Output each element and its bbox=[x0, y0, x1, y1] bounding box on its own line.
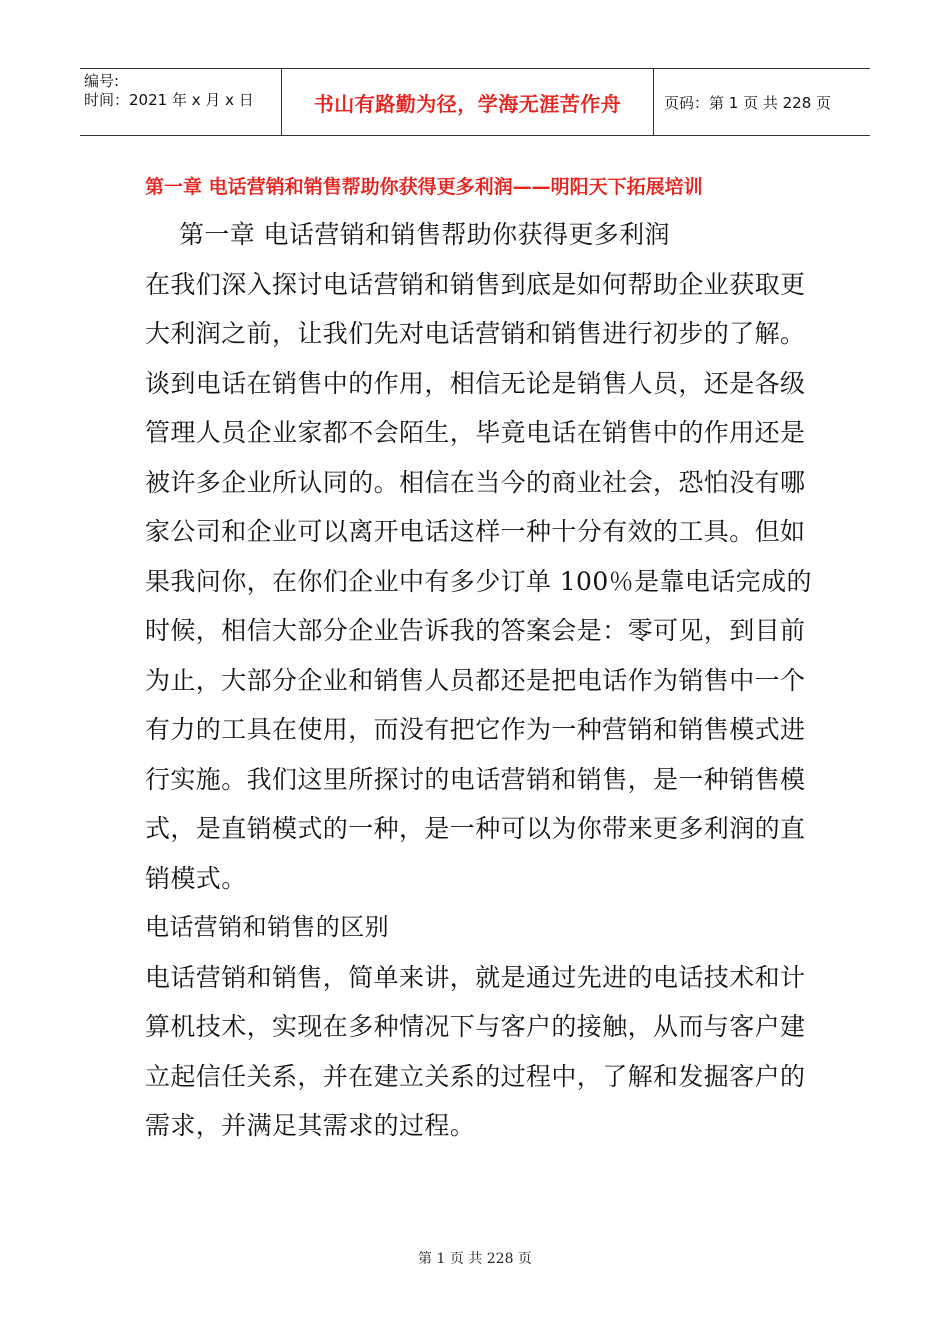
paragraph-intro: 在我们深入探讨电话营销和销售到底是如何帮助企业获取更大利润之前，让我们先对电话营销和销售进行初步的了解。 bbox=[145, 269, 806, 348]
page-info: 页码：第 1 页 共 228 页 bbox=[664, 93, 832, 112]
section-title: 电话营销和销售的区别 bbox=[145, 913, 389, 941]
header-page-cell bbox=[654, 69, 870, 135]
paragraph-definition: 电话营销和销售，简单来讲，就是通过先进的电话技术和计算机技术，实现在多种情况下与客户的接触，从而与客户建立起信任关系，并在建立关系的过程中，了解和发掘客户的需求，并满足其需求的过程。 bbox=[145, 962, 806, 1140]
paragraph-phone-role: 谈到电话在销售中的作用，相信无论是销售人员，还是各级管理人员企业家都不会陌生，毕竟电话在销售中的作用还是被许多企业所认同的。相信在当今的商业社会，恐怕没有哪家公司和企业可以离开电话这样一种十分有效的工具。但如果我问你，在你们企业中有多少订单 100％是靠电话完成的时候，相信大部分企业告诉我的答案会是：零可见，到目前为止，大部分企业和销售人员都还是把电话作为销售中一个有力的工具在使用，而没有把它作为一种营销和销售模式进行实施。我们这里所探讨的电话营销和销售，是一种销售模式，是直销模式的一种，是一种可以为你带来更多利润的直销模式。 bbox=[145, 368, 812, 893]
header-meta-cell bbox=[80, 69, 282, 135]
chapter-heading: 第一章 电话营销和销售帮助你获得更多利润——明阳天下拓展培训 bbox=[145, 176, 703, 198]
document-body bbox=[145, 210, 815, 1151]
page-footer: 第 1 页 共 228 页 bbox=[418, 1251, 532, 1267]
document-header bbox=[80, 68, 870, 136]
header-motto-cell bbox=[282, 69, 654, 135]
number-label: 编号: bbox=[84, 72, 120, 90]
motto: 书山有路勤为径，学海无涯苦作舟 bbox=[313, 91, 622, 116]
chapter-subtitle: 第一章 电话营销和销售帮助你获得更多利润 bbox=[179, 220, 670, 249]
time-label: 时间：2021 年 x 月 x 日 bbox=[84, 91, 254, 109]
